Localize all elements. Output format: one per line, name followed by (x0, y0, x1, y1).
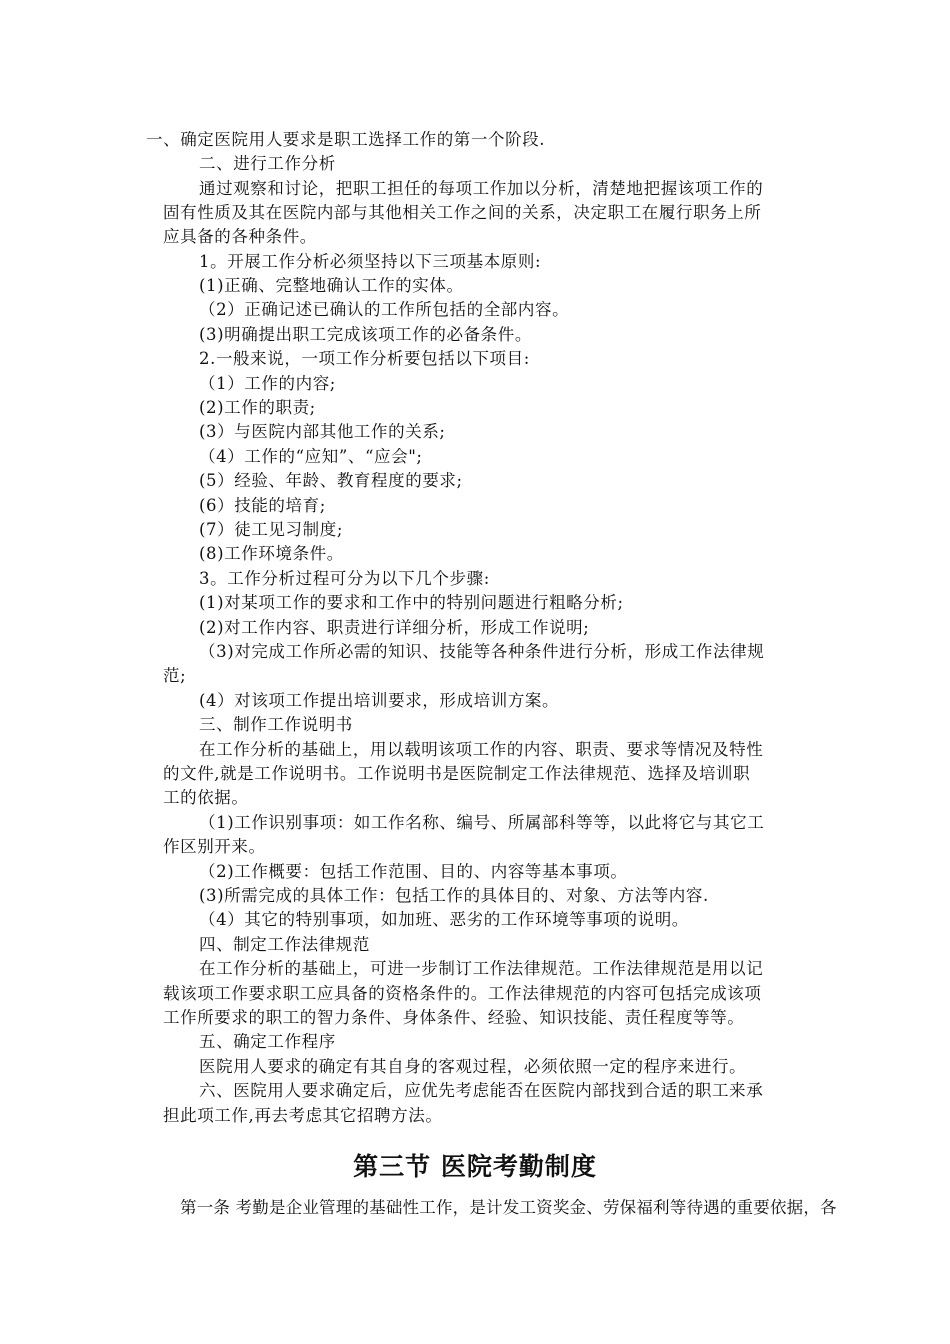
text-line: 工作所要求的职工的智力条件、身体条件、经验、知识技能、责任程度等等。 (163, 1008, 745, 1027)
text-line: 担此项工作,再去考虑其它招聘方法。 (163, 1106, 443, 1125)
text-line: （1）工作的内容; (199, 374, 336, 393)
text-line: (1)对某项工作的要求和工作中的特别问题进行粗略分析; (199, 593, 624, 612)
text-line: (7）徒工见习制度; (199, 520, 343, 539)
text-line: 2.一般来说，一项工作分析要包括以下项目: (199, 349, 530, 368)
text-line: (5）经验、年龄、教育程度的要求; (199, 471, 463, 490)
text-line: 二、进行工作分析 (199, 154, 336, 173)
text-line: 通过观察和讨论，把职工担任的每项工作加以分析，清楚地把握该项工作的 (199, 179, 764, 198)
text-line: （3)对完成工作所必需的知识、技能等各种条件进行分析，形成工作法律规 (199, 642, 765, 661)
text-line: (3)所需完成的具体工作：包括工作的具体目的、对象、方法等内容. (199, 886, 709, 905)
text-line: 范; (163, 666, 187, 685)
text-line: 四、制定工作法律规范 (199, 935, 370, 954)
text-line: 在工作分析的基础上，可进一步制订工作法律规范。工作法律规范是用以记 (199, 959, 764, 978)
text-line: （1)工作识别事项：如工作名称、编号、所属部科等等，以此将它与其它工 (199, 813, 765, 832)
text-line: 五、确定工作程序 (199, 1032, 336, 1051)
text-line: （2)工作概要：包括工作范围、目的、内容等基本事项。 (199, 862, 628, 881)
text-line: (3）与医院内部其他工作的关系; (199, 422, 446, 441)
text-line: 第一条 考勤是企业管理的基础性工作，是计发工资奖金、劳保福利等待遇的重要依据，各 (180, 1198, 837, 1217)
text-line: 作区别开来。 (163, 837, 266, 856)
text-line: （2）正确记述已确认的工作所包括的全部内容。 (199, 300, 570, 319)
text-line: (6）技能的培育; (199, 496, 326, 515)
text-line: (2)对工作内容、职责进行详细分析，形成工作说明; (199, 618, 590, 637)
text-line: 一、确定医院用人要求是职工选择工作的第一个阶段. (146, 130, 546, 149)
text-line: 固有性质及其在医院内部与其他相关工作之间的关系，决定职工在履行职务上所 (163, 203, 762, 222)
text-line: 应具备的各种条件。 (163, 227, 317, 246)
text-line: (8)工作环境条件。 (199, 544, 344, 563)
text-line: 3。工作分析过程可分为以下几个步骤: (199, 569, 490, 588)
text-line: （4）其它的特别事项，如加班、恶劣的工作环境等事项的说明。 (199, 910, 689, 929)
text-line: 的文件,就是工作说明书。工作说明书是医院制定工作法律规范、选择及培训职 (163, 764, 751, 783)
section-title: 第三节 医院考勤制度 (353, 1152, 597, 1181)
text-line: 1。开展工作分析必须坚持以下三项基本原则: (199, 252, 542, 271)
text-line: (4）对该项工作提出培训要求，形成培训方案。 (199, 691, 560, 710)
text-line: (2)工作的职责; (199, 398, 316, 417)
text-line: 载该项工作要求职工应具备的资格条件的。工作法律规范的内容可包括完成该项 (163, 984, 762, 1003)
text-line: (1)正确、完整地确认工作的实体。 (199, 276, 464, 295)
text-line: 医院用人要求的确定有其自身的客观过程，必须依照一定的程序来进行。 (199, 1057, 747, 1076)
text-line: 六、医院用人要求确定后，应优先考虑能否在医院内部找到合适的职工来承 (199, 1081, 764, 1100)
text-line: (3)明确提出职工完成该项工作的必备条件。 (199, 325, 532, 344)
text-line: 在工作分析的基础上，用以载明该项工作的内容、职责、要求等情况及特性 (199, 740, 764, 759)
text-line: 工的依据。 (163, 788, 249, 807)
text-line: 三、制作工作说明书 (199, 715, 353, 734)
text-line: （4）工作的“应知”、“应会"; (199, 447, 423, 466)
